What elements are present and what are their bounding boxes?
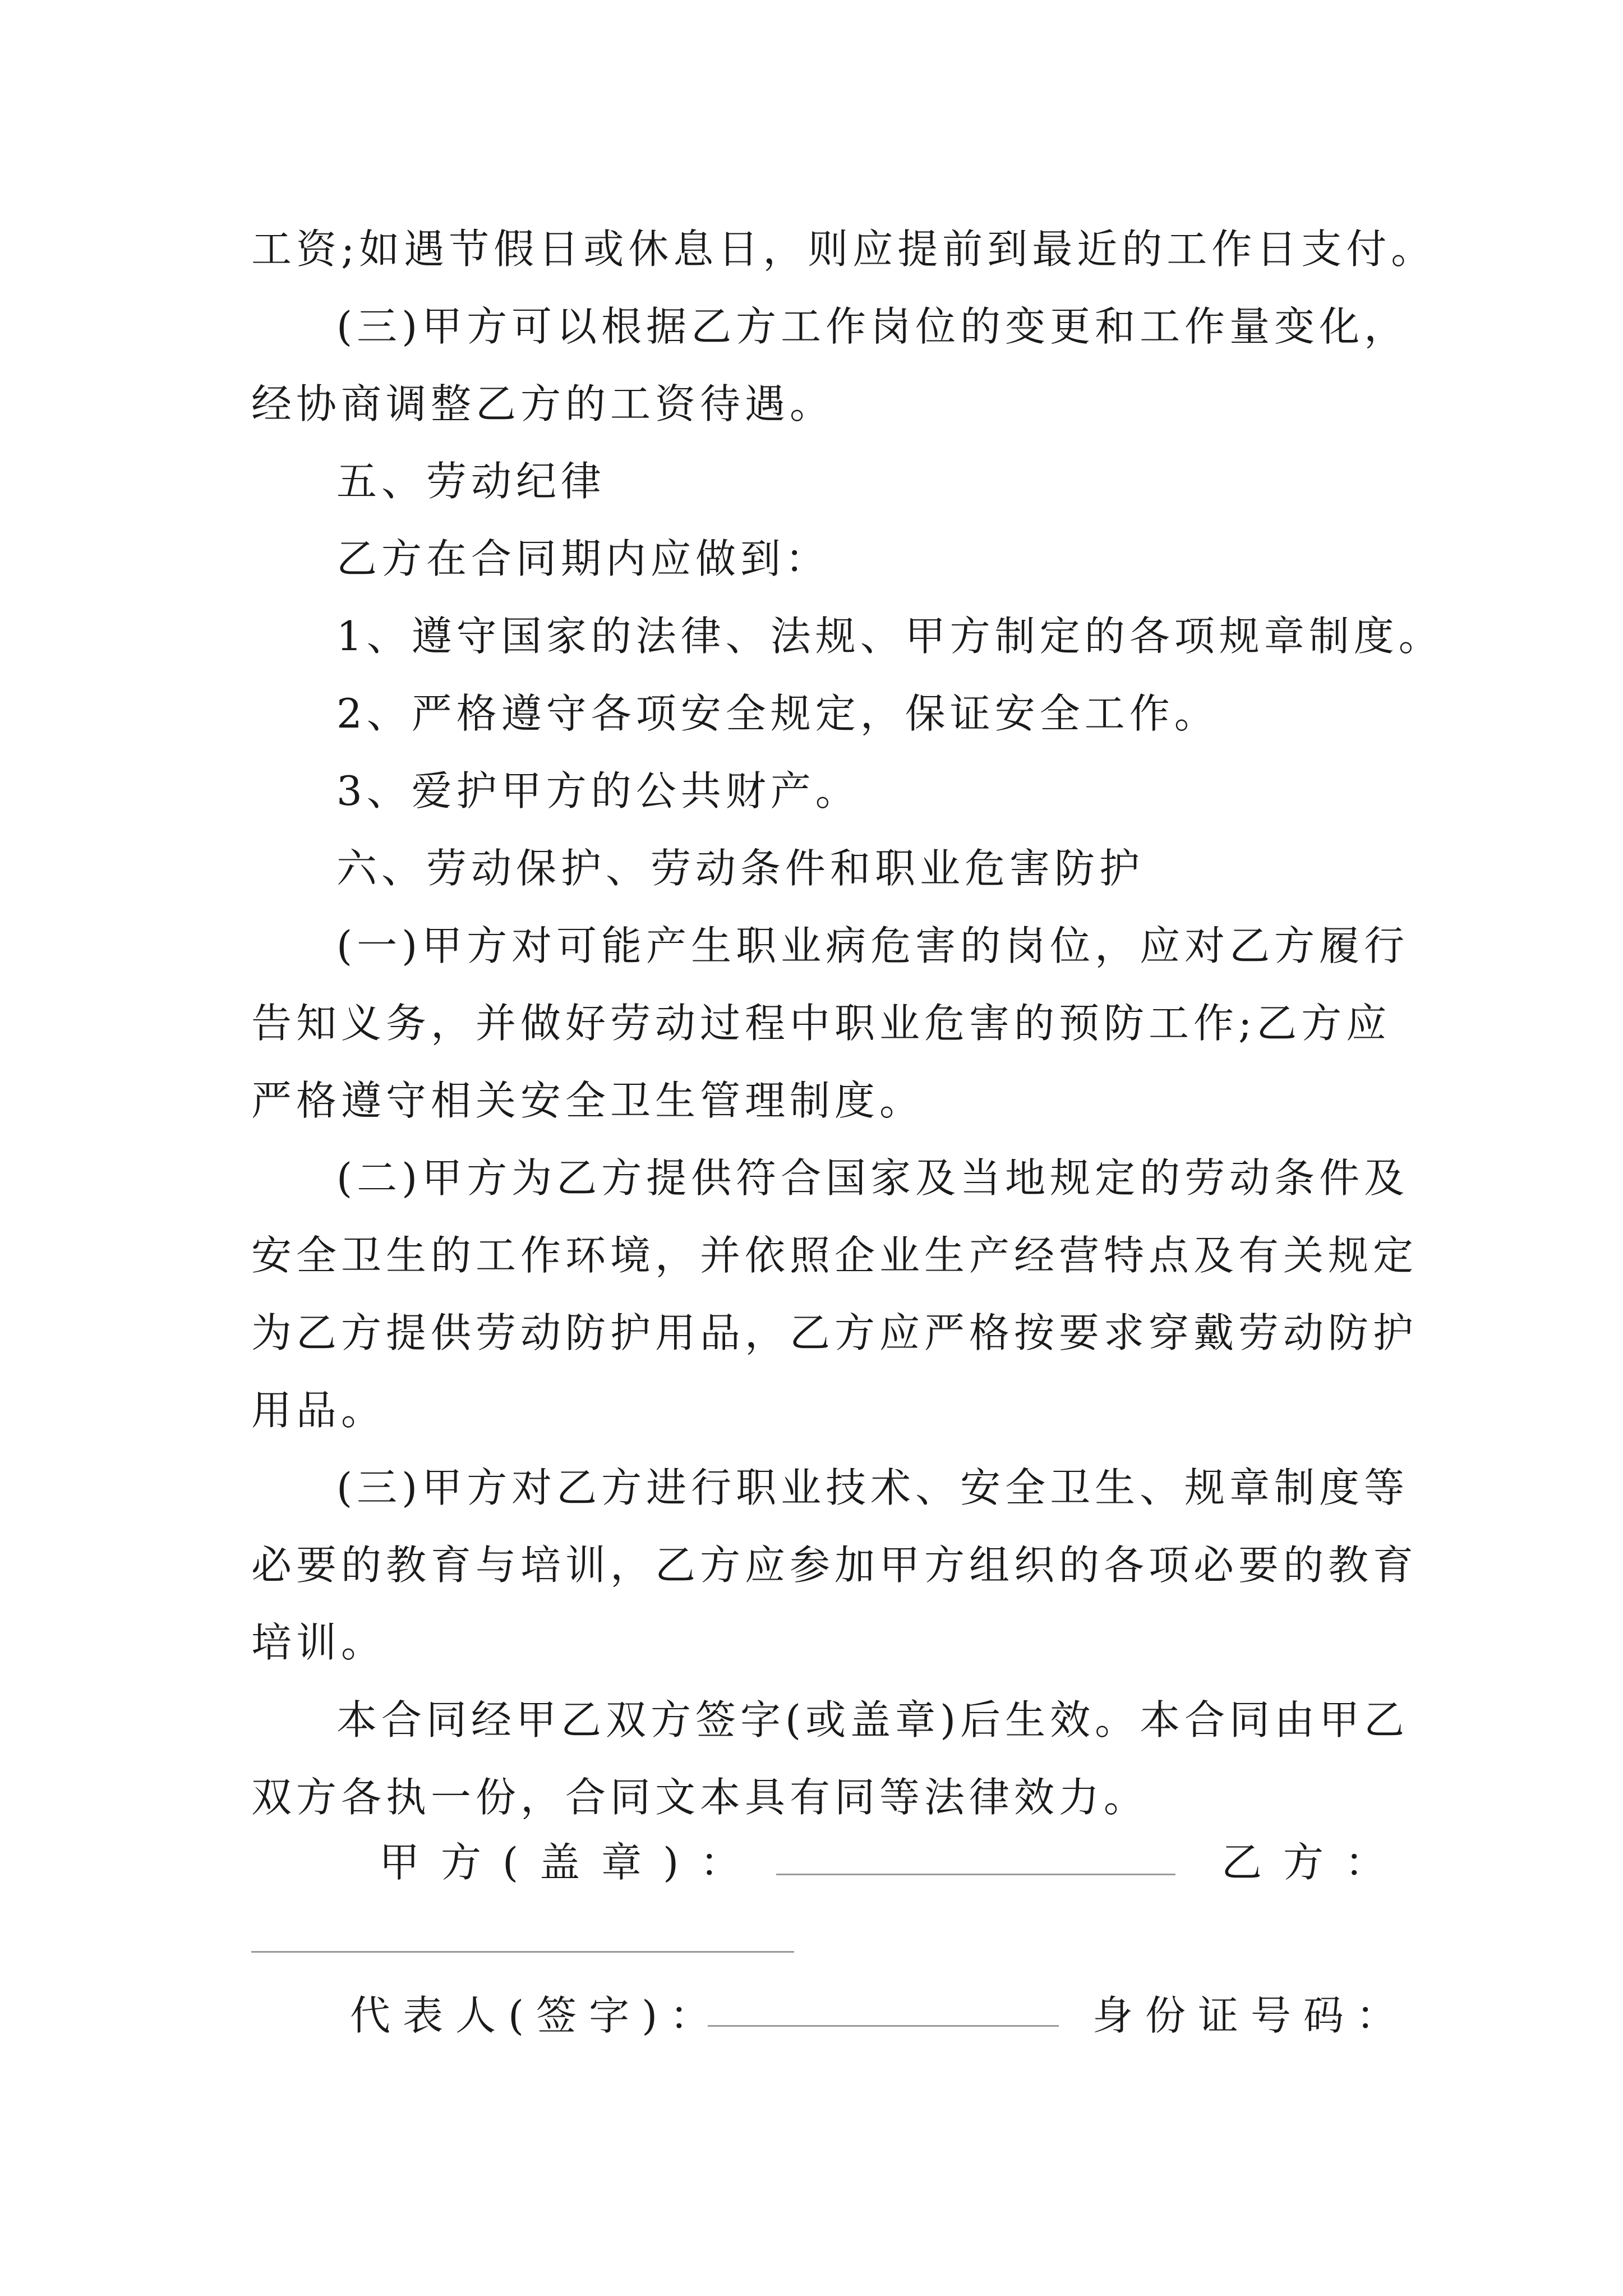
paragraph: [251, 288, 1409, 443]
text-line: 乙方在合同期内应做到：: [336, 535, 831, 582]
text-line: 培训。: [251, 1619, 386, 1666]
party-a-label: 甲方(盖章)：: [379, 1839, 762, 1886]
text-line: 告知义务，并做好劳动过程中职业危害的预防工作;乙方应: [251, 1000, 1391, 1047]
party-b-signature-blank[interactable]: [251, 1951, 794, 1953]
paragraph: [251, 907, 1409, 1139]
list-item: [251, 597, 1444, 675]
list-item: [251, 675, 1384, 752]
paragraph: [251, 1449, 1418, 1681]
text-line: 1、遵守国家的法律、法规、甲方制定的各项规章制度。: [336, 613, 1444, 660]
text-line: 五、劳动纪律: [336, 458, 606, 505]
section-heading: [251, 830, 1384, 907]
list-item: [251, 752, 1384, 830]
section-heading: [251, 443, 1384, 520]
representative-signature-row: [350, 1983, 722, 2041]
text-line: 用品。: [251, 1387, 386, 1434]
text-line: 工资;如遇节假日或休息日，则应提前到最近的工作日支付。: [251, 226, 1436, 273]
paragraph: [251, 520, 1384, 597]
id-number-row: [1092, 1983, 1409, 2041]
text-line: 安全卫生的工作环境，并依照企业生产经营特点及有关规定: [251, 1232, 1418, 1279]
representative-signature-blank[interactable]: [708, 2025, 1059, 2027]
paragraph: [251, 1139, 1418, 1449]
party-b-label: 乙方：: [1221, 1839, 1407, 1886]
id-number-label: 身份证号码：: [1092, 1992, 1409, 2039]
party-a-signature-row: [379, 1830, 762, 1888]
text-line: (三)甲方可以根据乙方工作岗位的变更和工作量变化，: [336, 303, 1409, 350]
party-a-signature-blank[interactable]: [776, 1874, 1175, 1875]
text-line: 双方各执一份，合同文本具有同等法律效力。: [251, 1774, 1149, 1821]
text-line: 3、爱护甲方的公共财产。: [336, 767, 860, 815]
paragraph: [251, 210, 1436, 288]
document-body: [251, 210, 1444, 1836]
representative-label: 代表人(签字)：: [350, 1992, 723, 2039]
text-line: 必要的教育与培训，乙方应参加甲方组织的各项必要的教育: [251, 1542, 1418, 1589]
text-line: (二)甲方为乙方提供符合国家及当地规定的劳动条件及: [336, 1154, 1409, 1202]
text-line: (三)甲方对乙方进行职业技术、安全卫生、规章制度等: [336, 1464, 1409, 1511]
text-line: 严格遵守相关安全卫生管理制度。: [251, 1077, 925, 1124]
text-line: 六、劳动保护、劳动条件和职业危害防护: [336, 845, 1145, 892]
text-line: 本合同经甲乙双方签字(或盖章)后生效。本合同由甲乙: [336, 1696, 1409, 1743]
text-line: (一)甲方对可能产生职业病危害的岗位，应对乙方履行: [336, 922, 1409, 969]
text-line: 2、严格遵守各项安全规定，保证安全工作。: [336, 690, 1219, 737]
text-line: 经协商调整乙方的工资待遇。: [251, 380, 835, 427]
party-b-label-row: [1221, 1830, 1407, 1888]
paragraph: [251, 1681, 1409, 1836]
text-line: 为乙方提供劳动防护用品，乙方应严格按要求穿戴劳动防护: [251, 1309, 1418, 1356]
